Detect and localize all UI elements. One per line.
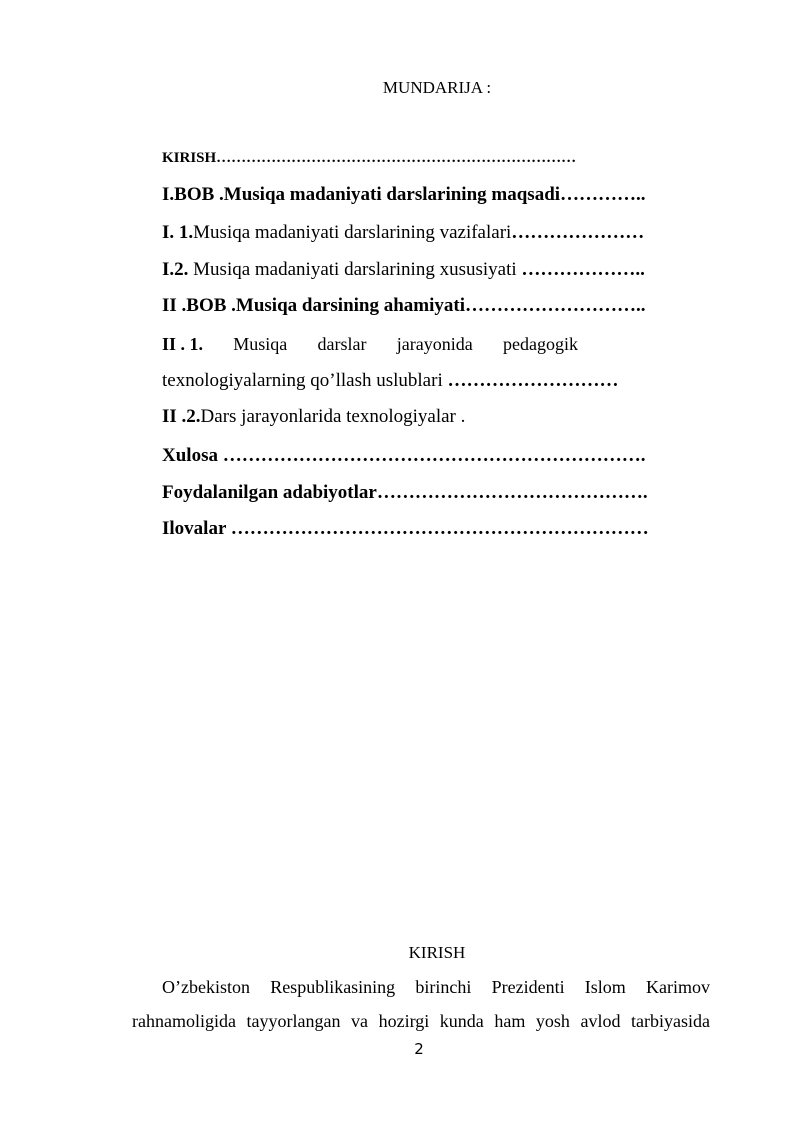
body-text-line [162, 977, 710, 998]
toc-entry-text: texnologiyalarning qo’llash uslublari [162, 370, 448, 391]
page-number: 2 [414, 1040, 424, 1058]
toc-entry-number: II . 1. [162, 334, 204, 354]
toc-entry-dots: ……………………… [447, 370, 619, 391]
toc-entry-number: I. 1. [162, 222, 194, 243]
toc-entry-word: Musiqa [233, 334, 288, 354]
toc-entry-i1 [162, 222, 644, 244]
word: hozirgi [378, 1011, 430, 1031]
word: tayyorlangan [246, 1011, 341, 1031]
toc-entry-text: Musiqa madaniyati darslarining vazifalari [193, 222, 512, 243]
toc-entry-word: jarayonida [396, 334, 473, 354]
toc-entry-xulosa: Xulosa …………………………………………………………. [162, 445, 646, 466]
word: O’zbekiston [162, 977, 250, 997]
section-title-kirish: KIRISH [408, 943, 466, 962]
word: kunda [439, 1011, 484, 1031]
word: Respublikasining [270, 977, 396, 997]
toc-entry-word: pedagogik [502, 334, 578, 354]
toc-entry-ii1-line1 [162, 334, 578, 355]
toc-entry-text: Dars jarayonlarida texnologiyalar . [200, 406, 466, 427]
toc-entry-dots: ………………… [511, 222, 645, 243]
toc-entry-word: darslar [317, 334, 367, 354]
word: va [351, 1011, 369, 1031]
word: avlod [580, 1011, 621, 1031]
toc-entry-i2 [162, 259, 645, 281]
toc-entry-ii2 [162, 406, 465, 428]
toc-entry-bob2: II .BOB .Musiqa darsining ahamiyati……………………….. [162, 295, 646, 316]
toc-entry-ilovalar: Ilovalar ………………………………………………………… [162, 518, 649, 539]
toc-entry-bob1: I.BOB .Musiqa madaniyati darslarining maqsadi………….. [162, 184, 646, 205]
toc-entry-number: I.2. [162, 259, 189, 280]
word: rahnamoligida [132, 1011, 236, 1031]
word: ham [494, 1011, 526, 1031]
toc-entry-dots: ……………….. [521, 259, 645, 280]
word: Prezidenti [491, 977, 565, 997]
word: Karimov [646, 977, 710, 997]
toc-title: MUNDARIJA : [382, 78, 492, 97]
toc-entry-foydalanilgan: Foydalanilgan adabiyotlar……………………………………. [162, 482, 648, 503]
toc-entry-number: II .2. [162, 406, 201, 427]
toc-entry-ii1-line2 [162, 370, 618, 392]
toc-entry-kirish: KIRISH……………………………………………………………… [162, 150, 577, 166]
toc-entry-text: Musiqa madaniyati darslarining xususiyati [188, 259, 522, 280]
word: birinchi [415, 977, 472, 997]
word: tarbiyasida [631, 1011, 710, 1031]
word: yosh [535, 1011, 570, 1031]
body-text-line [132, 1011, 710, 1032]
word: Islom [584, 977, 626, 997]
